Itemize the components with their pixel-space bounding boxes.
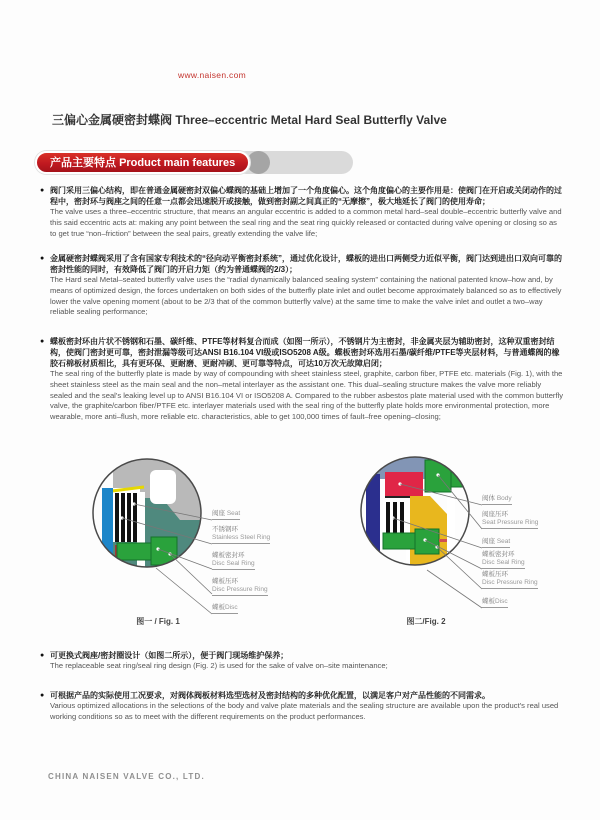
section-banner: [35, 151, 365, 174]
feature-2-en: The Hard seal Metal–seated butterfly valve uses the “radial dynamically balanced sealing system” containing the national patented know–how and, by means of optimized design, the forces undertaken on both sides of the butterfly plate inlet and outlet become approximately balanced so as to effectively lower the valve opening moment (about to be 2/3 that of the common butterfly valve) at the same time to make the valve inlet and outlet a two–way reliable sealing performance;: [50, 275, 562, 317]
feature-text: [50, 336, 564, 423]
feature-5-en: Various optimized allocations in the selections of the body and valve plate materials and the sealing structure are available upon the product's real used working conditions so as to meet with the different requirements on the product performances.: [50, 701, 559, 721]
figure-label-disc: 蝶板Disc: [212, 604, 238, 614]
feature-3-en: The seal ring of the butterfly plate is made by way of compounding with sheet stainless steel, graphite, carbon fiber, PTFE etc. materials (Fig. 1), with the sheet stainless steel as the main seal and the non–metal interlayer as the assistant one. This dual–sealing structure makes the valve more reliably sealed and the seal's leaking level up to ANSI B16.104 VI or ISO5208 A. Compared to the rubber asbestos plate material used with the common butterfly valve, the graphite/carbon fiber/PTFE etc. interlayer materials used with the seal ring of the butterfly plate holds more environmental protection, more wearable, more anti–flush, more reliable etc. characteristics, able to get 100,000 times of fault–free opening–closing;: [50, 369, 564, 422]
pipe-navy-shape: [366, 474, 380, 562]
right-gap: [447, 498, 455, 566]
feature-text: [50, 253, 564, 318]
banner-label-en: Product main features: [119, 157, 236, 169]
site-url: www.naisen.com: [178, 70, 246, 80]
feature-1-zh: 阀门采用三偏心结构，即在普通金属硬密封双偏心蝶阀的基础上增加了一个角度偏心。这个角度偏心的主要作用是：使阀门在开启或关闭动作的过程中，密封环与阀座之间的任意一点都会迅速脱开或接触，做到密封副之间真正的“无摩擦”，极大地延长了阀门的使用寿命；: [50, 186, 562, 206]
figure-label-disc-seal-ring: 蝶板密封环 Disc Seal Ring: [482, 551, 525, 569]
feature-5-zh: 可根据产品的实际使用工况要求，对阀体阀板材料选型选材及密封结构的多种优化配置，以满足客户对产品性能的不同需求。: [50, 691, 490, 700]
figure-1-caption: 图一 / Fig. 1: [136, 617, 180, 626]
disc-seal-ring-shape: [383, 533, 417, 549]
figure-label-seat-pressure-ring: 阀座压环 Seat Pressure Ring: [482, 511, 538, 529]
banner-tail-circle: [247, 151, 270, 174]
disc-seal-ring-shape: [117, 543, 155, 560]
figure-label-seat: 阀座 Seat: [212, 510, 240, 520]
figure-label-disc: 蝶板Disc: [482, 598, 508, 608]
bullet-icon: ●: [40, 338, 45, 345]
figure-2-caption: 图二/Fig. 2: [406, 617, 446, 626]
bullet-icon: ●: [40, 255, 45, 262]
stem-bore-shape: [150, 470, 176, 504]
feature-text: [50, 650, 564, 672]
feature-text: [50, 690, 564, 723]
page-title: [52, 111, 447, 128]
feature-item-5: [40, 690, 564, 723]
feature-4-zh: 可更换式阀座/密封圈设计（如图二所示），便于阀门现场维护保养；: [50, 651, 289, 660]
feature-item-3: [40, 336, 564, 423]
figure-1-cutaway: [102, 456, 201, 572]
bullet-icon: ●: [40, 692, 45, 699]
footer-company: CHINA NAISEN VALVE CO., LTD.: [48, 772, 205, 781]
page-title-zh: 三偏心金属硬密封蝶阀: [52, 113, 173, 127]
feature-4-en: The replaceable seat ring/seal ring design (Fig. 2) is used for the sake of valve on–site maintenance;: [50, 661, 388, 670]
feature-3-zh: 蝶板密封环由片状不锈钢和石墨、碳纤维、PTFE等材料复合而成（如图一所示），不锈钢片为主密封，非金属夹层为辅助密封，这种双重密封结构，使阀门密封更可靠，密封泄漏等级可达ANSI B16.104 VI级或ISO5208 A级。蝶板密封环选用石墨/碳纤维/PTFE等夹层材料，与普通蝶阀的橡胶石棉板材质相比，具有更环保、更耐磨、更耐冲刷、更可靠等特点，可达10万次无故障启闭；: [50, 337, 560, 368]
feature-text: [50, 185, 564, 239]
figure-2-diagram: [330, 448, 575, 638]
banner-label: [37, 154, 235, 173]
feature-item-4: [40, 650, 564, 672]
feature-item-2: [40, 253, 564, 318]
disc-pressure-ring-shape: [415, 529, 439, 554]
feature-item-1: [40, 185, 564, 239]
feature-2-zh: 金属硬密封蝶阀采用了含有国家专利技术的“径向动平衡密封系统”，通过优化设计，蝶板的进出口两侧受力近似平衡，阀门达到进出口双向可靠的密封性能的同时，有效降低了阀门的开启力矩（约为普通蝶阀的2/3）；: [50, 254, 562, 274]
figure-label-disc-pressure-ring: 蝶板压环 Disc Pressure Ring: [482, 571, 538, 589]
figure-1: [60, 448, 305, 638]
figure-2: [330, 448, 575, 638]
figure-label-disc-seal-ring: 蝶板密封环 Disc Seal Ring: [212, 552, 255, 570]
seal-red-tick: [439, 539, 447, 542]
bullet-icon: ●: [40, 652, 45, 659]
pipe-blue-shape: [102, 488, 113, 570]
bullet-icon: ●: [40, 187, 45, 194]
feature-1-en: The valve uses a three–eccentric structure, that means an angular eccentric is added to a common metal hard–seal double–eccentric butterfly valve and this said eccentric acts at: making any point between the seal ring and the seat ring quickly released or contacted during valve opening or closing so as to get true “non–friction” between the seal pairs, greatly extending the valve life;: [50, 207, 562, 238]
banner-red-pill: [35, 151, 250, 174]
figure-label-disc-pressure-ring: 蝶板压环 Disc Pressure Ring: [212, 578, 268, 596]
figure-label-seat: 阀座 Seat: [482, 538, 510, 548]
banner-label-zh: 产品主要特点: [50, 157, 116, 169]
page-title-en: Three–eccentric Metal Hard Seal Butterfly Valve: [175, 113, 447, 127]
figure-label-stainless-steel-ring: 不锈钢环 Stainless Steel Ring: [212, 526, 270, 544]
figure-label-body: 阀体 Body: [482, 495, 512, 505]
